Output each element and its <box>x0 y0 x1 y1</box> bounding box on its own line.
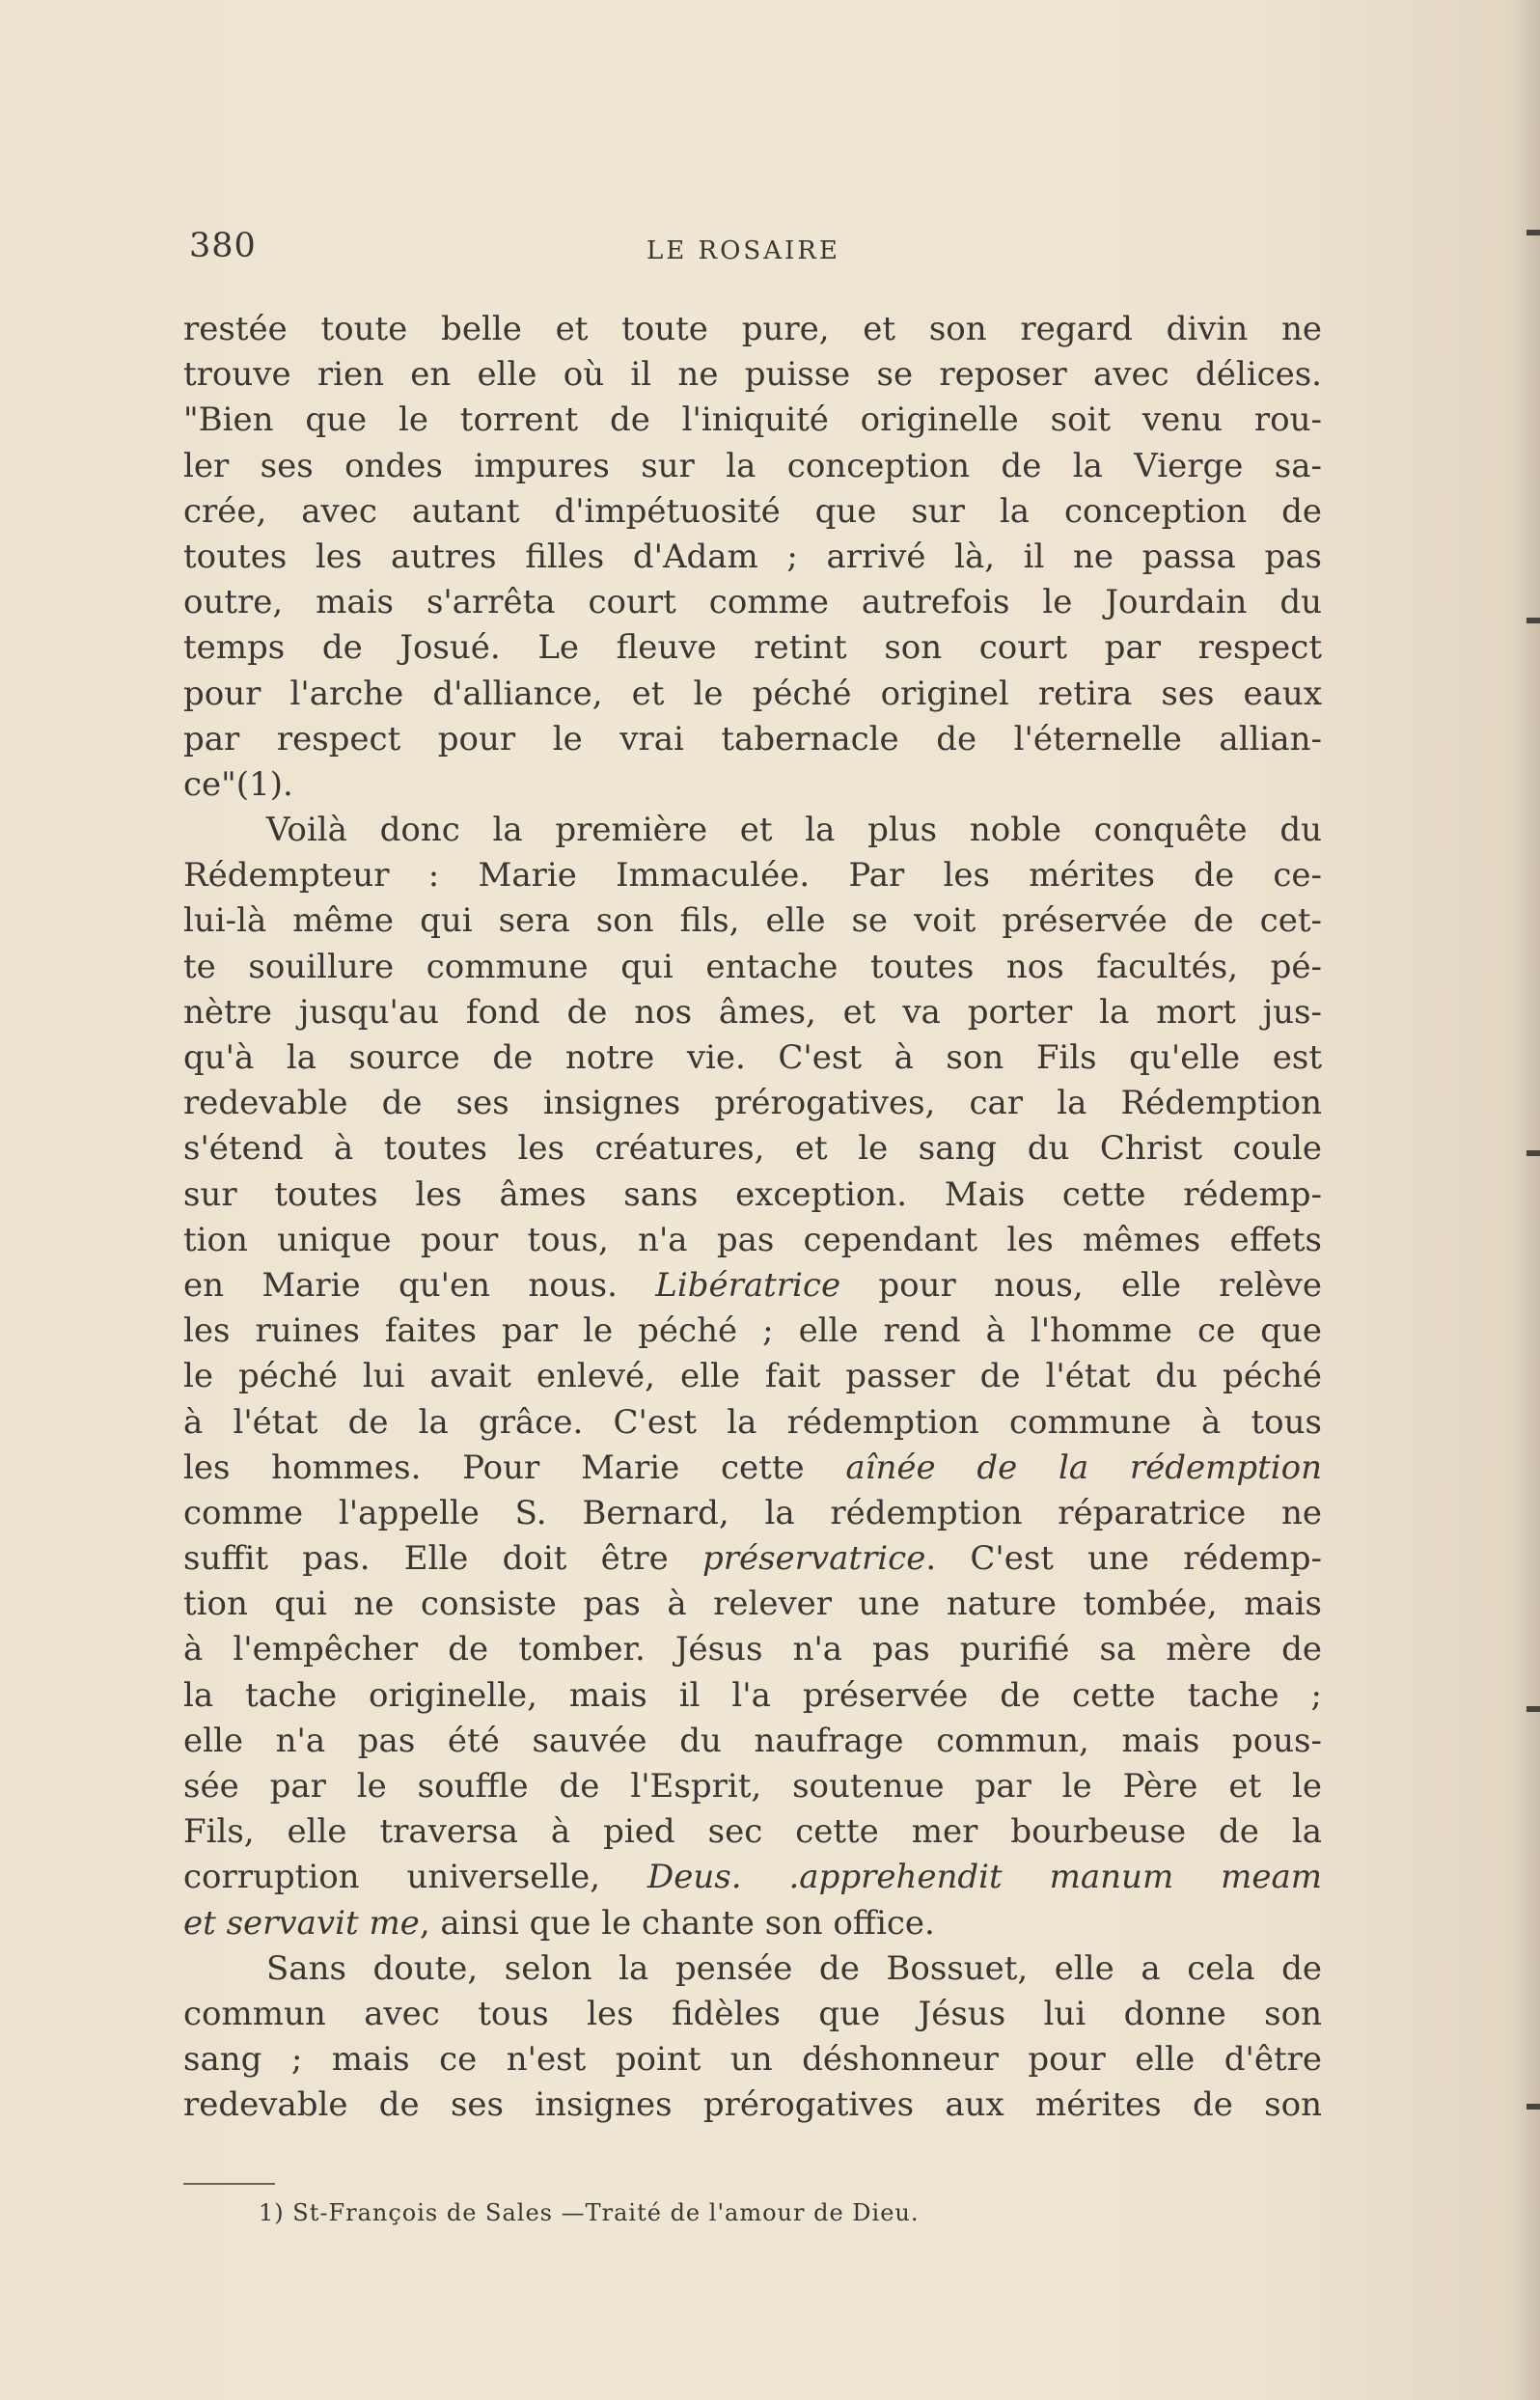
footnote: 1) St-François de Sales —Traité de l'amour de Dieu. <box>259 2199 920 2226</box>
text-run: suffit pas. Elle doit être <box>183 1539 669 1579</box>
text-line <box>183 1901 1322 1946</box>
emphasis-text: aînée de la rédemption <box>845 1448 1323 1487</box>
text-line: sur toutes les âmes sans exception. Mais cette rédemp- <box>183 1174 1322 1214</box>
text-run: les hommes. Pour Marie cette <box>183 1448 805 1487</box>
text-line: qu'à la source de notre vie. C'est à son Fils qu'elle est <box>183 1038 1322 1077</box>
text-line: la tache originelle, mais il l'a préservée de cette tache ; <box>183 1675 1322 1715</box>
text-line: temps de Josué. Le fleuve retint son court par respect <box>183 628 1322 668</box>
text-line: sang ; mais ce n'est point un déshonneur pour elle d'être <box>183 2040 1322 2080</box>
text-line: elle n'a pas été sauvée du naufrage commun, mais pous- <box>183 1721 1322 1760</box>
page-edge-mark <box>1526 2104 1540 2110</box>
running-head: LE ROSAIRE <box>646 236 840 265</box>
text-run: en Marie qu'en nous. <box>183 1265 618 1305</box>
text-line: restée toute belle et toute pure, et son regard divin ne <box>183 310 1322 348</box>
text-line <box>183 1536 1322 1582</box>
text-line: te souillure commune qui entache toutes nos facultés, pé- <box>183 947 1322 986</box>
text-run: pour nous, elle relève <box>878 1265 1323 1305</box>
page-edge-shadow <box>1511 0 1540 2400</box>
text-line: à l'empêcher de tomber. Jésus n'a pas purifié sa mère de <box>183 1630 1322 1669</box>
text-line: tion qui ne consiste pas à relever une nature tombée, mais <box>183 1585 1322 1624</box>
text-run: corruption universelle, <box>183 1858 601 1897</box>
text-line: "Bien que le torrent de l'iniquité originelle soit venu rou- <box>183 400 1322 440</box>
footnote-rule <box>183 2183 275 2185</box>
page-edge-mark <box>1526 1150 1540 1156</box>
text-line <box>183 1855 1322 1900</box>
text-run: , ainsi que le chante son office. <box>419 1903 935 1943</box>
text-line: crée, avec autant d'impétuosité que sur la conception de <box>183 491 1322 531</box>
text-line: pour l'arche d'alliance, et le péché originel retira ses eaux <box>183 674 1322 713</box>
page-edge-mark <box>1526 1706 1540 1712</box>
emphasis-text: préservatrice <box>701 1539 926 1579</box>
text-line: redevable de ses insignes prérogatives aux mérites de son <box>183 2085 1322 2125</box>
text-line <box>183 1263 1322 1309</box>
text-line: les ruines faites par le péché ; elle rend à l'homme ce que <box>183 1311 1322 1351</box>
text-line: redevable de ses insignes prérogatives, car la Rédemption <box>183 1084 1322 1123</box>
text-line: ce"(1). <box>183 764 293 804</box>
text-line: s'étend à toutes les créatures, et le sang du Christ coule <box>183 1129 1322 1169</box>
emphasis-text: Deus. .apprehendit manum meam <box>647 1858 1323 1897</box>
text-line: Fils, elle traversa à pied sec cette mer bourbeuse de la <box>183 1812 1322 1852</box>
text-line: toutes les autres filles d'Adam ; arrivé là, il ne passa pas <box>183 537 1322 576</box>
text-line: lui-là même qui sera son fils, elle se voit préservée de cet- <box>183 901 1322 941</box>
text-line: à l'état de la grâce. C'est la rédemption commune à tous <box>183 1402 1322 1442</box>
text-line: tion unique pour tous, n'a pas cependant les mêmes effets <box>183 1220 1322 1259</box>
text-line: commun avec tous les fidèles que Jésus lui donne son <box>183 1994 1322 2033</box>
text-line: le péché lui avait enlevé, elle fait passer de l'état du péché <box>183 1357 1322 1396</box>
page-number: 380 <box>189 227 257 265</box>
emphasis-text: et servavit me <box>183 1903 420 1943</box>
emphasis-text: Libératrice <box>655 1265 841 1305</box>
text-line: Rédempteur : Marie Immaculée. Par les mérites de ce- <box>183 856 1322 896</box>
page-edge-mark <box>1526 618 1540 623</box>
text-line: par respect pour le vrai tabernacle de l'éternelle allian- <box>183 719 1322 759</box>
text-line: nètre jusqu'au fond de nos âmes, et va porter la mort jus- <box>183 992 1322 1032</box>
text-line: Voilà donc la première et la plus noble conquête du <box>266 811 1322 850</box>
text-line <box>183 1446 1322 1491</box>
text-line: comme l'appelle S. Bernard, la rédemption réparatrice ne <box>183 1493 1322 1532</box>
text-line: sée par le souffle de l'Esprit, soutenue par le Père et le <box>183 1767 1322 1806</box>
text-line: outre, mais s'arrêta court comme autrefois le Jourdain du <box>183 583 1322 622</box>
text-line: Sans doute, selon la pensée de Bossuet, elle a cela de <box>266 1948 1322 1988</box>
text-line: ler ses ondes impures sur la conception de la Vierge sa- <box>183 446 1322 485</box>
body-text <box>183 307 1322 2129</box>
text-line: trouve rien en elle où il ne puisse se reposer avec délices. <box>183 355 1322 395</box>
text-run: . C'est une rédemp- <box>925 1539 1322 1579</box>
page-edge-mark <box>1526 230 1540 235</box>
